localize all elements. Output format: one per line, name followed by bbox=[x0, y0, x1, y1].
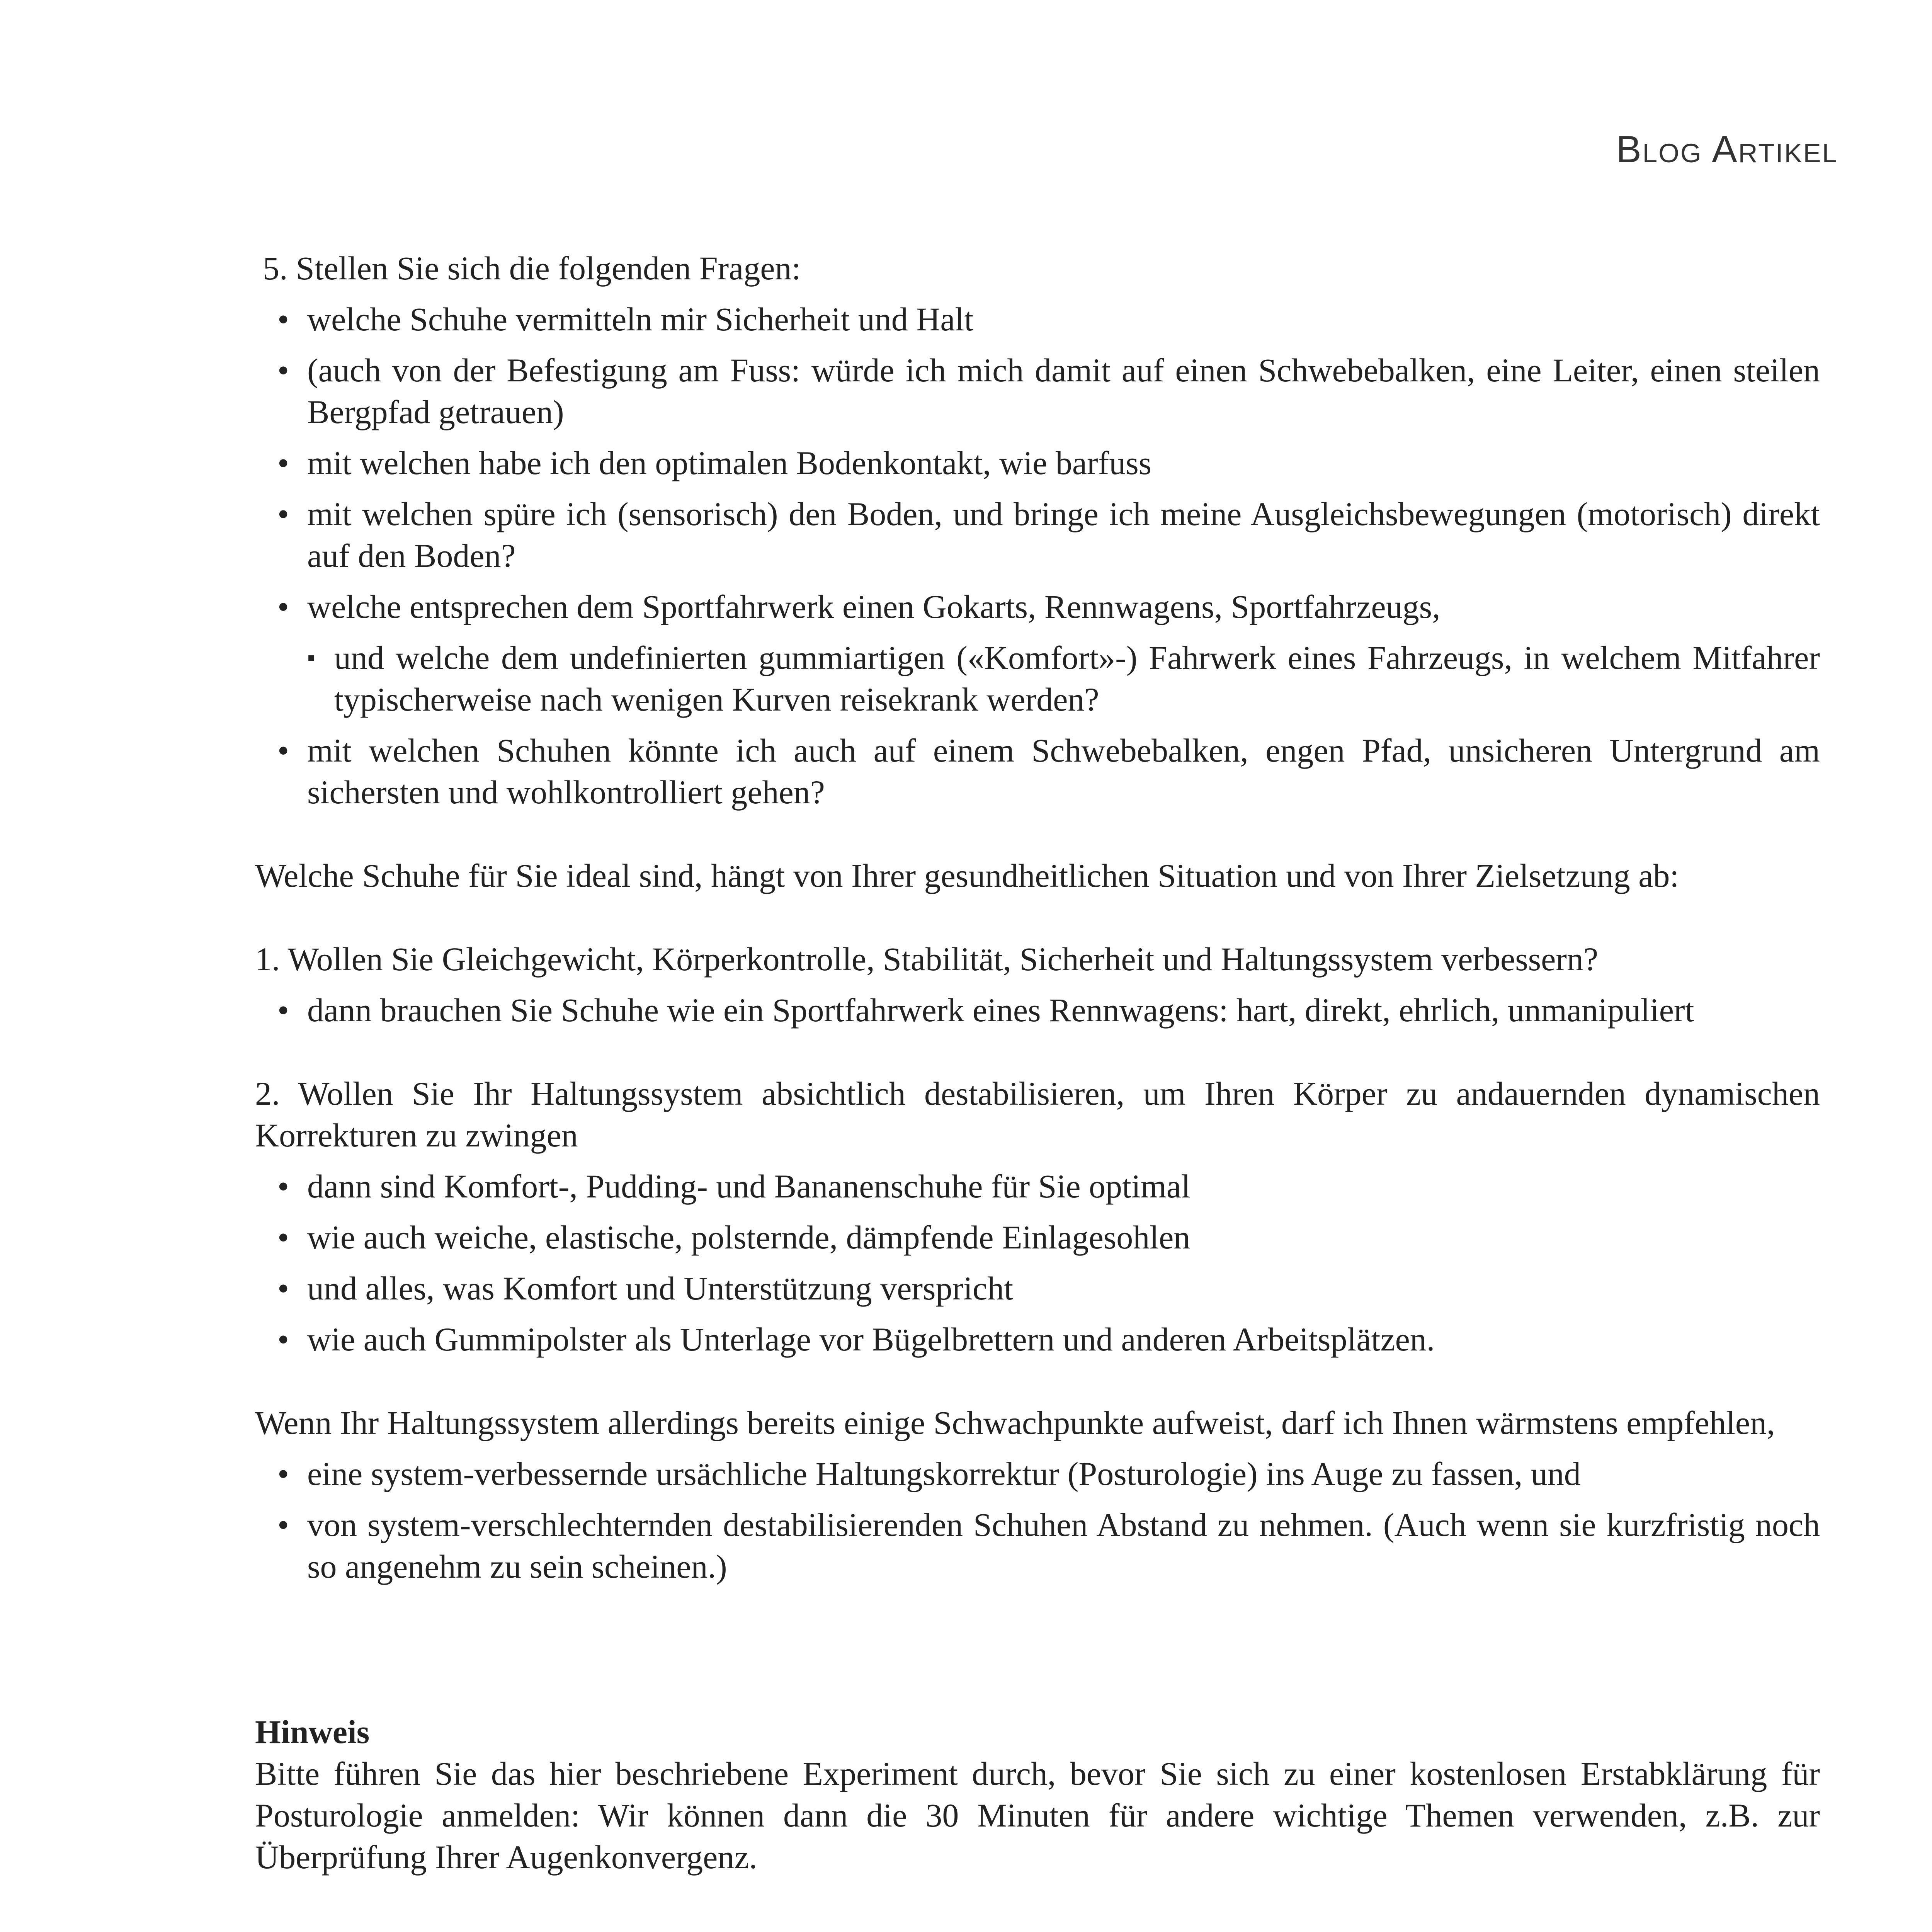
list-item-text: wie auch weiche, elastische, polsternde, dämpfende Einlagesohlen bbox=[307, 1219, 1190, 1256]
sub-list-item-text: und welche dem undefinierten gummiartigen («Komfort»-) Fahrwerk eines Fahrzeugs, in welchem Mitfahrer typischerweise nach wenigen Kurven reisekrank werden? bbox=[334, 639, 1820, 718]
note-section bbox=[255, 1711, 1820, 1878]
square-bullet-icon: ▪ bbox=[307, 645, 316, 670]
bullet-icon: • bbox=[277, 732, 289, 769]
list-item-text: von system-verschlechternden destabilisierenden Schuhen Abstand zu nehmen. (Auch wenn sie kurzfristig noch so angenehm zu sein scheinen.) bbox=[307, 1506, 1820, 1585]
questions-heading: 5. Stellen Sie sich die folgenden Fragen: bbox=[263, 250, 801, 287]
list-item bbox=[255, 730, 1820, 813]
option-2-section bbox=[255, 1073, 1820, 1360]
note-title: Hinweis bbox=[255, 1713, 370, 1750]
list-item-text: mit welchen spüre ich (sensorisch) den Boden, und bringe ich meine Ausgleichsbewegungen (motorisch) direkt auf den Boden? bbox=[307, 495, 1820, 574]
list-item bbox=[255, 298, 1820, 340]
list-item-text: dann brauchen Sie Schuhe wie ein Sportfahrwerk eines Rennwagens: hart, direkt, ehrlich, unmanipuliert bbox=[307, 992, 1694, 1029]
list-item-text: eine system-verbessernde ursächliche Haltungskorrektur (Posturologie) ins Auge zu fassen, und bbox=[307, 1455, 1581, 1492]
bullet-icon: • bbox=[277, 1270, 289, 1307]
note-text: Bitte führen Sie das hier beschriebene Experiment durch, bevor Sie sich zu einer kostenlosen Erstabklärung für Posturologie anmelden: Wir können dann die 30 Minuten für andere wichtige Themen verwenden, z.B. zur Überprüfung Ihrer Augenkonvergenz. bbox=[255, 1755, 1820, 1876]
bullet-icon: • bbox=[277, 495, 289, 532]
list-item bbox=[255, 989, 1820, 1031]
list-item-text: welche entsprechen dem Sportfahrwerk einen Gokarts, Rennwagens, Sportfahrzeugs, bbox=[307, 588, 1440, 625]
list-item bbox=[255, 1267, 1820, 1309]
questions-section bbox=[255, 247, 1820, 813]
option-2-heading: 2. Wollen Sie Ihr Haltungssystem absichtlich destabilisieren, um Ihren Körper zu andauernden dynamischen Korrekturen zu zwingen bbox=[255, 1075, 1820, 1154]
list-item bbox=[255, 586, 1820, 628]
list-item-text: welche Schuhe vermitteln mir Sicherheit und Halt bbox=[307, 301, 974, 338]
list-item bbox=[255, 1453, 1820, 1495]
list-item bbox=[255, 1165, 1820, 1207]
bullet-icon: • bbox=[277, 992, 289, 1029]
bullet-icon: • bbox=[277, 1219, 289, 1256]
bullet-icon: • bbox=[277, 301, 289, 338]
list-item bbox=[255, 1318, 1820, 1360]
running-header: Blog Artikel bbox=[1616, 128, 1838, 170]
intro-paragraph: Welche Schuhe für Sie ideal sind, hängt von Ihrer gesundheitlichen Situation und von Ihrer Zielsetzung ab: bbox=[255, 857, 1679, 894]
bullet-icon: • bbox=[277, 444, 289, 481]
list-item bbox=[255, 349, 1820, 433]
bullet-icon: • bbox=[277, 1168, 289, 1205]
recommendation-paragraph: Wenn Ihr Haltungssystem allerdings bereits einige Schwachpunkte aufweist, darf ich Ihnen wärmstens empfehlen, bbox=[255, 1404, 1775, 1441]
list-item bbox=[255, 1216, 1820, 1258]
recommendation-section bbox=[255, 1402, 1820, 1587]
list-item bbox=[255, 493, 1820, 577]
bullet-icon: • bbox=[277, 588, 289, 625]
bullet-icon: • bbox=[277, 1506, 289, 1543]
option-1-section bbox=[255, 938, 1820, 1031]
bullet-icon: • bbox=[277, 352, 289, 389]
list-item bbox=[255, 1504, 1820, 1587]
list-item-text: wie auch Gummipolster als Unterlage vor Bügelbrettern und anderen Arbeitsplätzen. bbox=[307, 1321, 1435, 1358]
page-content bbox=[255, 247, 1820, 1878]
option-1-heading: 1. Wollen Sie Gleichgewicht, Körperkontrolle, Stabilität, Sicherheit und Haltungssystem verbessern? bbox=[255, 940, 1599, 978]
list-item-text: und alles, was Komfort und Unterstützung verspricht bbox=[307, 1270, 1014, 1307]
list-item-text: dann sind Komfort-, Pudding- und Bananenschuhe für Sie optimal bbox=[307, 1168, 1190, 1205]
list-item bbox=[255, 442, 1820, 484]
list-item-text: (auch von der Befestigung am Fuss: würde ich mich damit auf einen Schwebebalken, eine Leiter, einen steilen Bergpfad getrauen) bbox=[307, 352, 1820, 430]
sub-list-item bbox=[255, 637, 1820, 720]
list-item-text: mit welchen Schuhen könnte ich auch auf einem Schwebebalken, engen Pfad, unsicheren Untergrund am sichersten und wohlkontrolliert gehen? bbox=[307, 732, 1820, 811]
bullet-icon: • bbox=[277, 1321, 289, 1358]
bullet-icon: • bbox=[277, 1455, 289, 1492]
list-item-text: mit welchen habe ich den optimalen Bodenkontakt, wie barfuss bbox=[307, 444, 1152, 481]
